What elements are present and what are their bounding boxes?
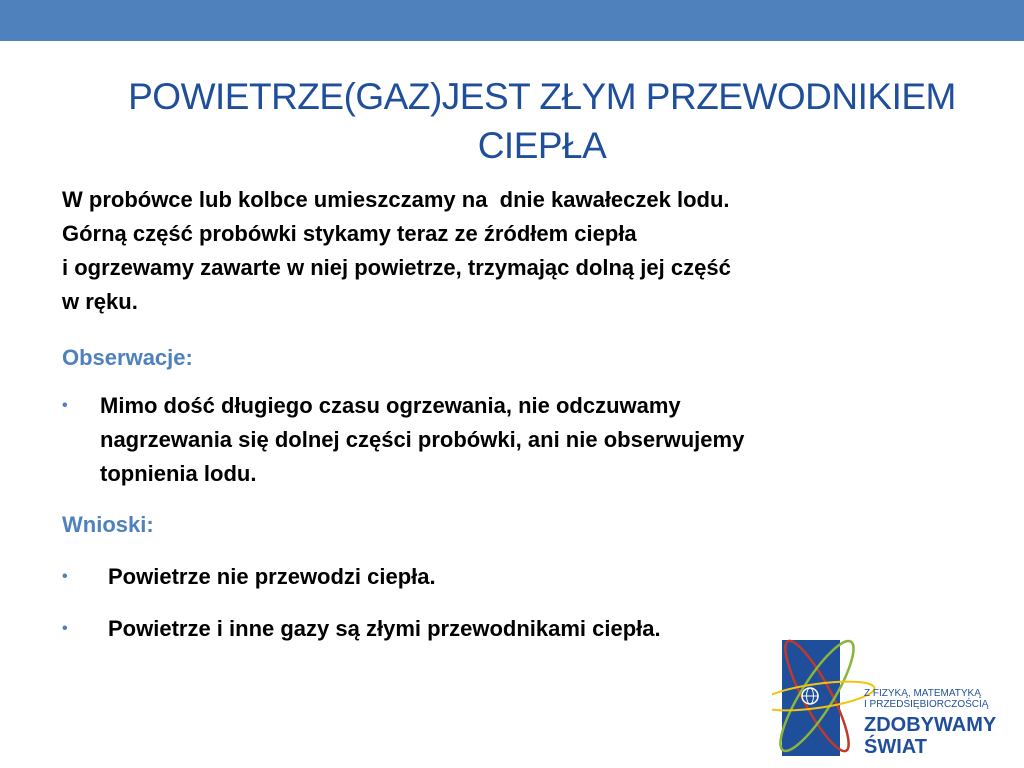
intro-line: W probówce lub kolbce umieszczamy na dnie kawałeczek lodu.: [62, 187, 730, 212]
intro-line: w ręku.: [62, 289, 138, 314]
slide-body: [62, 183, 962, 641]
intro-line: Górną część probówki stykamy teraz ze źródłem ciepła: [62, 221, 637, 246]
top-accent-bar: [0, 0, 1024, 41]
bullet-icon: •: [62, 568, 68, 585]
bullet-icon: •: [62, 397, 68, 414]
intro-line: i ogrzewamy zawarte w niej powietrze, trzymając dolną jej część: [62, 255, 731, 280]
observation-line: topnienia lodu.: [100, 461, 257, 486]
observation-item: [62, 389, 962, 491]
globe-icon: [802, 688, 818, 704]
slide-title: POWIETRZE(GAZ)JEST ZŁYM PRZEWODNIKIEM CIEPŁA: [128, 76, 956, 166]
conclusion-text: Powietrze i inne gazy są złymi przewodnikami ciepła.: [108, 616, 661, 641]
observations-label: Obserwacje:: [62, 345, 193, 370]
logo-line-2: I PRZEDSIĘBIORCZOŚCIĄ: [864, 699, 989, 710]
project-logo: [772, 636, 1024, 768]
logo-line-4: ŚWIAT: [864, 736, 927, 758]
bullet-icon: •: [62, 620, 68, 637]
conclusion-item: [62, 560, 436, 594]
intro-paragraph: [62, 183, 962, 319]
observation-line: Mimo dość długiego czasu ogrzewania, nie odczuwamy: [100, 393, 681, 418]
conclusion-text: Powietrze nie przewodzi ciepła.: [108, 564, 436, 589]
conclusions-label: Wnioski:: [62, 512, 154, 537]
observation-line: nagrzewania się dolnej części probówki, ani nie obserwujemy: [100, 427, 745, 452]
conclusion-item: [62, 612, 661, 646]
logo-line-3: ZDOBYWAMY: [864, 714, 997, 736]
logo-line-1: Z FIZYKĄ, MATEMATYKĄ: [864, 688, 981, 699]
